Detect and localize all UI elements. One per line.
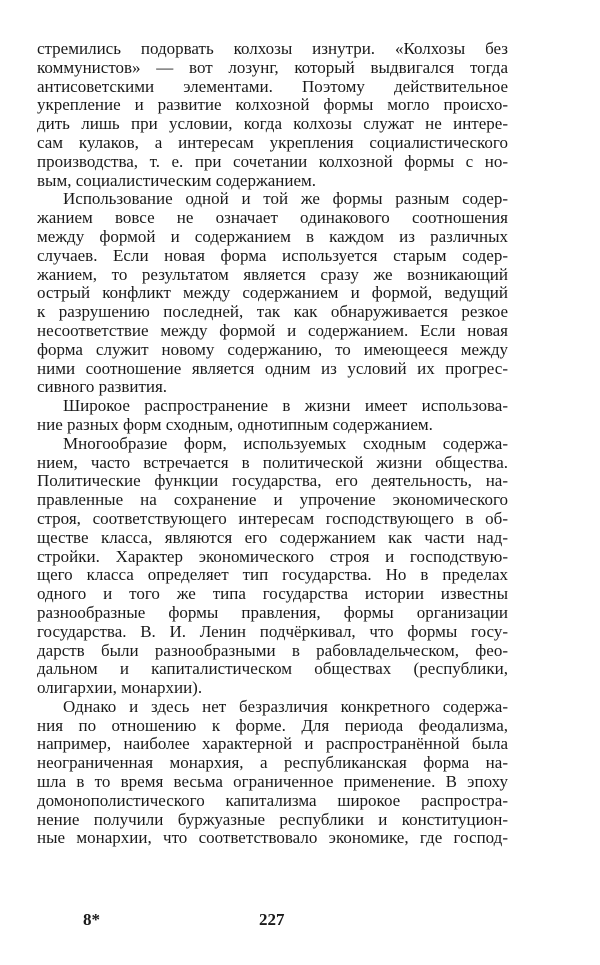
page-number: 227	[259, 910, 285, 929]
text-line: жанием, то результатом является сразу же возникающий	[37, 265, 508, 284]
text-line: ные монархии, что соответствовало экономике, где господ-	[37, 829, 508, 848]
text-line: форма служит новому содержанию, то имеющееся между	[37, 340, 508, 359]
text-line: Политические функции государства, его деятельность, на-	[37, 472, 508, 491]
text-line: сивного развития.	[37, 378, 168, 397]
text-line: дальном и капиталистическом обществах (республики,	[37, 660, 508, 679]
text-line: Широкое распространение в жизни имеет использова-	[63, 397, 508, 416]
text-line: разнообразные формы правления, формы организации	[37, 603, 508, 622]
paragraph	[37, 698, 508, 848]
text-line: сам кулаков, а интересам укрепления социалистического	[37, 133, 508, 152]
text-line: строя, соответствующего интересам господствующего в об-	[37, 509, 508, 528]
text-line: острый конфликт между содержанием и формой, ведущий	[37, 284, 508, 303]
text-line: жанием вовсе не означает одинакового соотношения	[37, 209, 508, 228]
text-line: коммунистов» — вот лозунг, который выдвигался тогда	[37, 58, 508, 77]
paragraph	[37, 190, 508, 397]
text-line: дить лишь при условии, когда колхозы служат не интере-	[37, 115, 508, 134]
text-line: одного и того же типа государства истории известны	[37, 585, 508, 604]
text-line: к разрушению последней, так как обнаруживается резкое	[37, 303, 508, 322]
text-line: нение получили буржуазные республики и конституцион-	[37, 810, 508, 829]
text-line: государства. В. И. Ленин подчёркивал, что формы госу-	[37, 622, 508, 641]
paragraph	[37, 397, 508, 435]
text-line: Многообразие форм, используемых сходным содержа-	[63, 434, 508, 453]
text-line: дарств были разнообразными в рабовладельческом, фео-	[37, 641, 508, 660]
text-line: нием, часто встречается в политической жизни общества.	[37, 453, 508, 472]
text-line: олигархии, монархии).	[37, 679, 203, 698]
text-line: несоответствие между формой и содержанием. Если новая	[37, 321, 508, 340]
text-line: вым, социалистическим содержанием.	[37, 171, 317, 190]
text-line: Использование одной и той же формы разным содер-	[63, 190, 508, 209]
text-line: ними соотношение является одним из условий их прогрес-	[37, 359, 508, 378]
text-line: случаев. Если новая форма используется старым содер-	[37, 246, 508, 265]
text-line: стремились подорвать колхозы изнутри. «Колхозы без	[37, 40, 508, 58]
text-line: ществе класса, являются его содержанием как части над-	[37, 528, 508, 547]
body-text	[37, 40, 508, 848]
paragraph	[37, 40, 508, 190]
text-line: например, наиболее характерной и распространённой была	[37, 735, 508, 754]
text-line: между формой и содержанием в каждом из различных	[37, 227, 508, 246]
text-line: укрепление и развитие колхозной формы могло происхо-	[37, 96, 508, 115]
text-line: стройки. Характер экономического строя и господствую-	[37, 547, 508, 566]
text-line: ния по отношению к форме. Для периода феодализма,	[37, 716, 508, 735]
printer-signature-mark: 8*	[83, 910, 100, 929]
text-line: ние разных форм сходным, однотипным содержанием.	[37, 415, 433, 434]
text-line: неограниченная монархия, а республиканская форма на-	[37, 754, 508, 773]
text-line: правленные на сохранение и упрочение экономического	[37, 491, 508, 510]
text-line: домонополистического капитализма широкое распростра-	[37, 791, 508, 810]
text-line: производства, т. е. при сочетании колхозной формы с но-	[37, 152, 508, 171]
text-line: антисоветскими элементами. Поэтому действительное	[37, 77, 508, 96]
paragraph	[37, 435, 508, 698]
text-line: шла в то время весьма ограниченное применение. В эпоху	[37, 773, 508, 792]
text-line: Однако и здесь нет безразличия конкретного содержа-	[63, 697, 508, 716]
text-line: щего класса определяет тип государства. Но в пределах	[37, 566, 508, 585]
